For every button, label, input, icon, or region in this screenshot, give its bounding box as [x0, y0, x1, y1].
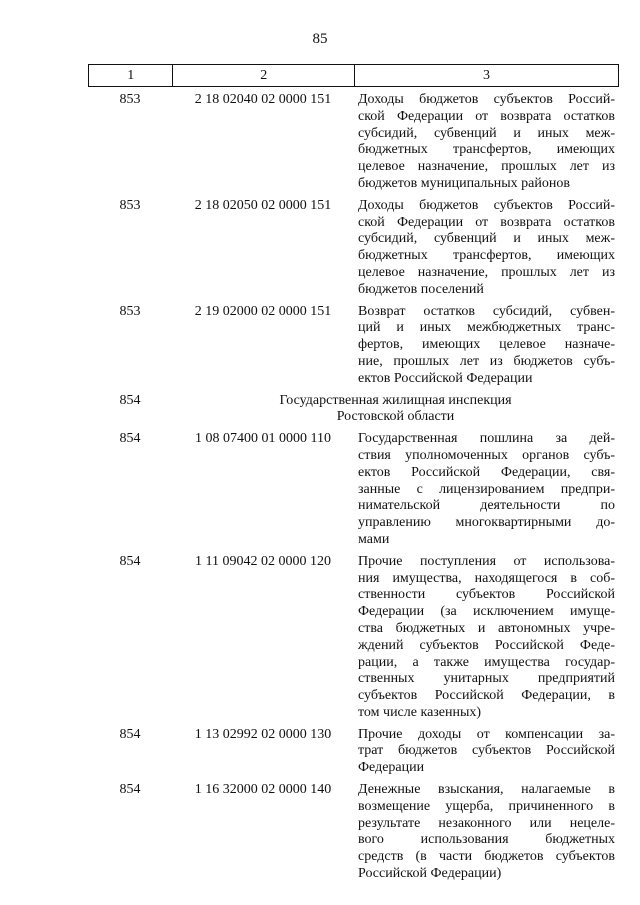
description-line: бюджетных трансфертов, имеющих — [358, 248, 615, 264]
admin-code-cell: 854 — [119, 431, 141, 447]
description-line: бюджетов муниципальных районов — [358, 175, 570, 191]
description-line: фертов, имеющих целевое назначе- — [358, 337, 615, 353]
income-code-cell: 1 11 09042 02 0000 120 — [195, 553, 331, 569]
table-row — [88, 198, 619, 299]
description-line: ций и иных межбюджетных транс- — [358, 320, 615, 336]
description-line: Возврат остатков субсидий, субвен- — [358, 303, 615, 319]
income-code-cell: 1 13 02992 02 0000 130 — [194, 726, 332, 742]
income-code-cell: 2 18 02040 02 0000 151 — [194, 92, 332, 107]
description-line: средств (в части бюджетов субъектов — [358, 849, 615, 865]
description-line: вого использования бюджетных — [358, 832, 615, 848]
description-line: ектов Российской Федерации — [358, 370, 533, 386]
description-line: нимательской деятельности по — [358, 498, 615, 514]
description-line: Денежные взыскания, налагаемые в — [358, 782, 615, 798]
admin-code-cell: 853 — [119, 197, 141, 213]
table-body-bottom — [88, 431, 619, 883]
description-cell — [354, 198, 619, 299]
description-line: ние, прошлых лет из бюджетов субъ- — [358, 353, 615, 369]
table-header — [88, 64, 619, 87]
description-line: субсидий, субвенций и иных меж- — [358, 231, 615, 247]
description-line: Федерации (за исключением имуще- — [358, 604, 615, 620]
section-row — [88, 393, 619, 427]
income-codes-table — [88, 64, 619, 883]
admin-code-cell: 853 — [119, 92, 141, 107]
header-col-2: 2 — [173, 65, 355, 86]
table-row — [88, 431, 619, 549]
income-code-cell: 2 19 02000 02 0000 151 — [194, 303, 332, 319]
income-code-cell: 1 16 32000 02 0000 140 — [194, 782, 332, 798]
section-title — [172, 393, 619, 427]
description-cell — [354, 554, 619, 722]
section-admin-code: 854 — [119, 392, 141, 408]
description-line: субъектов Российской Федерации, в — [358, 688, 615, 704]
description-line: ждений субъектов Российской Феде- — [358, 637, 615, 653]
description-cell — [354, 92, 619, 193]
section-title-line: Ростовской области — [336, 409, 455, 425]
description-line: целевое назначение, прошлых лет из — [358, 264, 615, 280]
description-line: управлению многоквартирными до- — [358, 515, 615, 531]
description-cell — [354, 782, 619, 883]
description-line: ской Федерации от возврата остатков — [358, 214, 615, 230]
admin-code-cell: 854 — [119, 553, 141, 569]
description-line: Федерации — [358, 760, 425, 776]
income-code-cell: 2 18 02050 02 0000 151 — [194, 197, 332, 213]
description-line: Государственная пошлина за дей- — [358, 431, 615, 447]
admin-code-cell: 854 — [119, 726, 141, 742]
admin-code-cell: 854 — [119, 782, 141, 798]
description-line: ектов Российской Федерации, свя- — [358, 464, 615, 480]
description-line: том числе казенных) — [358, 704, 482, 720]
description-cell — [354, 304, 619, 388]
description-line: Российской Федерации) — [358, 866, 502, 882]
description-cell — [354, 727, 619, 777]
description-line: трат бюджетов субъектов Российской — [358, 743, 615, 759]
description-line: возмещение ущерба, причиненного в — [358, 798, 615, 814]
description-line: ственных унитарных предприятий — [358, 671, 615, 687]
income-code-cell: 1 08 07400 01 0000 110 — [195, 431, 331, 447]
table-row — [88, 304, 619, 388]
description-line: рации, а также имущества государ- — [358, 654, 615, 670]
header-col-1: 1 — [89, 65, 173, 86]
description-line: Доходы бюджетов субъектов Россий- — [358, 197, 615, 213]
description-line: бюджетов поселений — [358, 281, 484, 297]
description-line: ской Федерации от возврата остатков — [358, 108, 615, 124]
description-line: Прочие поступления от использова- — [358, 553, 615, 569]
description-line: ства бюджетных и автономных учре- — [358, 620, 615, 636]
page-number: 85 — [312, 31, 328, 47]
admin-code-cell: 853 — [119, 303, 141, 319]
section-title-line: Государственная жилищная инспекция — [279, 392, 512, 408]
table-row — [88, 92, 619, 193]
description-line: Прочие доходы от компенсации за- — [358, 726, 615, 742]
description-line: занные с лицензированием предпри- — [358, 481, 615, 497]
description-line: бюджетных трансфертов, имеющих — [358, 142, 615, 158]
description-line: ния имущества, находящегося в соб- — [358, 570, 615, 586]
description-line: мами — [358, 531, 390, 547]
description-line: результате незаконного или нецеле- — [358, 815, 615, 831]
description-line: целевое назначение, прошлых лет из — [358, 159, 615, 175]
table-body-top — [88, 92, 619, 388]
description-line: ственности субъектов Российской — [358, 587, 615, 603]
header-col-3: 3 — [483, 67, 490, 83]
table-row — [88, 727, 619, 777]
description-line: ствия уполномоченных органов субъ- — [358, 447, 615, 463]
description-cell — [354, 431, 619, 549]
table-row — [88, 782, 619, 883]
description-line: Доходы бюджетов субъектов Россий- — [358, 92, 615, 107]
description-line: субсидий, субвенций и иных меж- — [358, 125, 615, 141]
table-row — [88, 554, 619, 722]
